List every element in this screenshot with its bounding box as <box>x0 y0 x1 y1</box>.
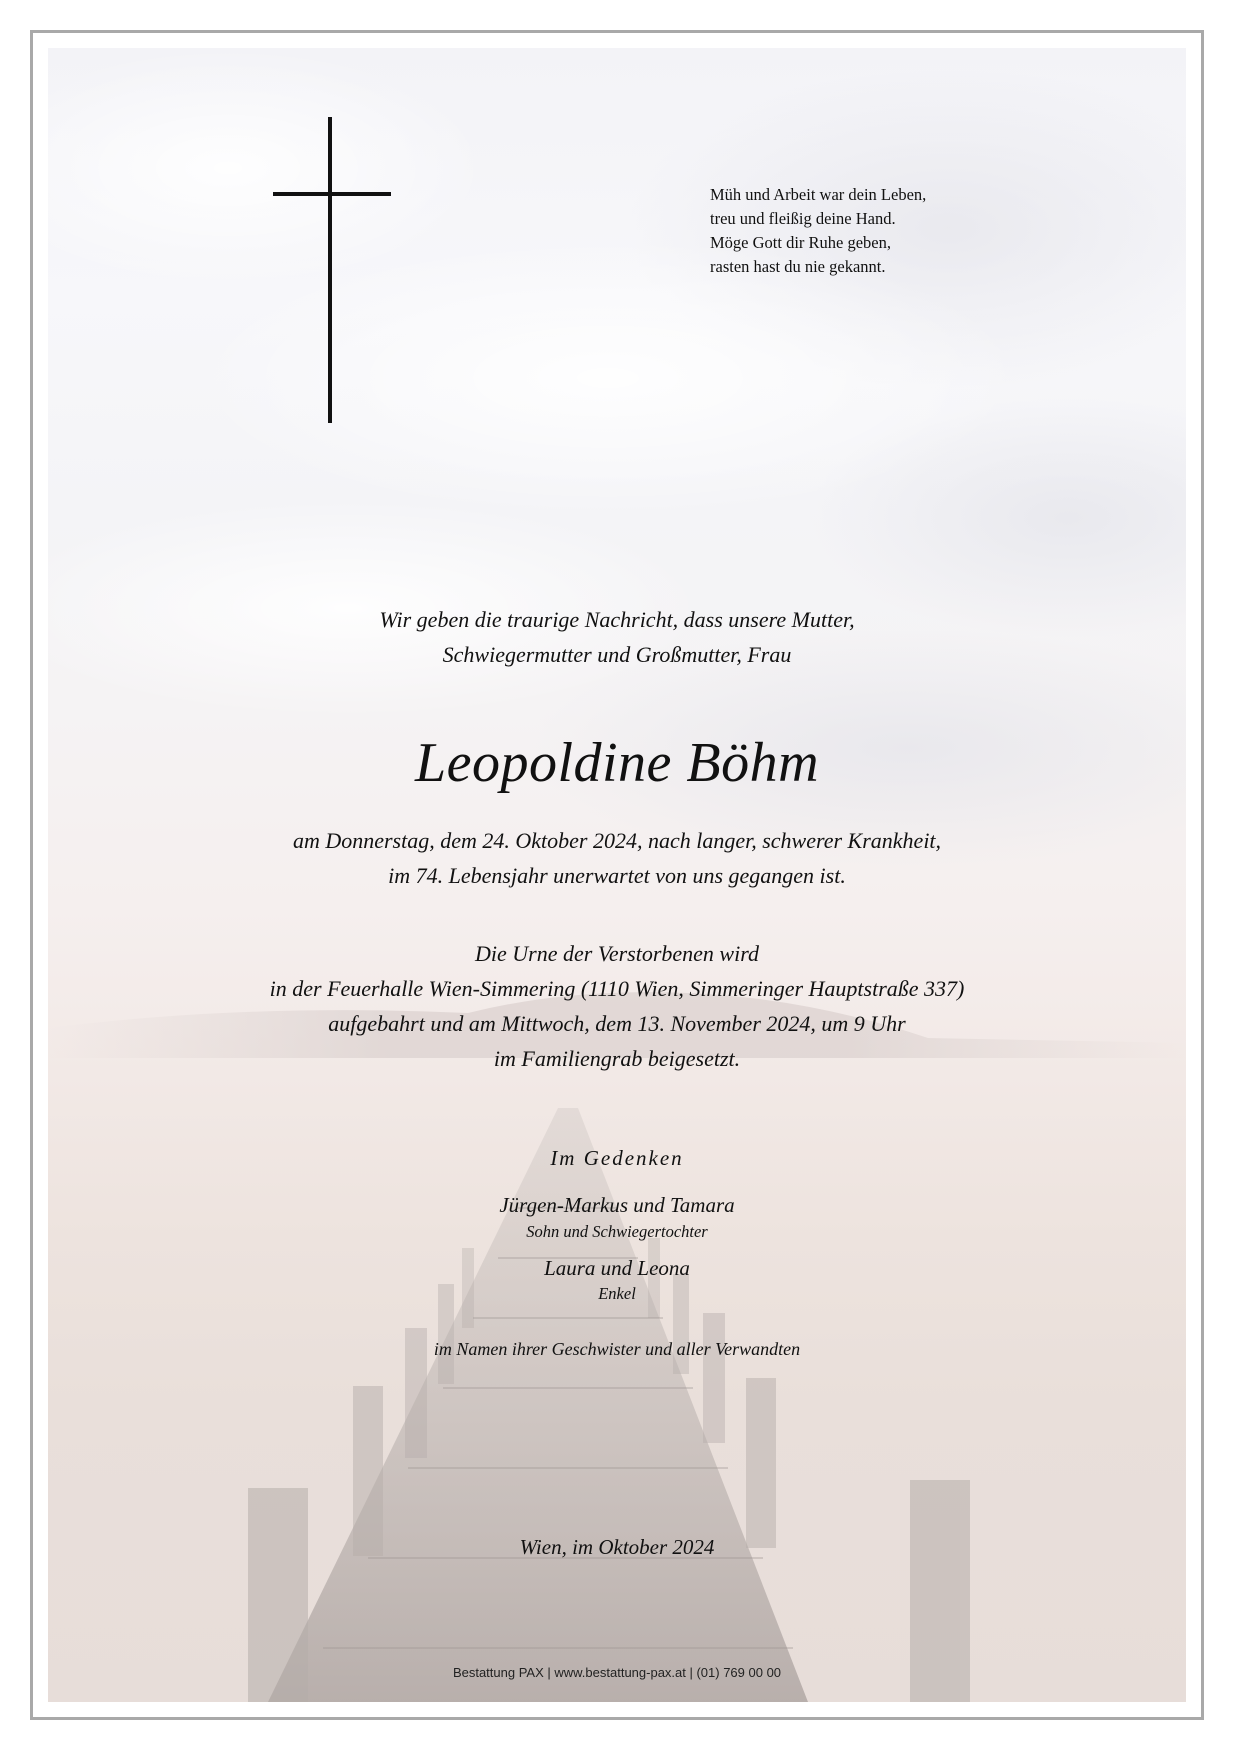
latin-cross-icon <box>273 192 391 196</box>
remembrance-heading: Im Gedenken <box>550 1146 684 1170</box>
pier-post <box>746 1378 776 1548</box>
intro-text <box>48 602 1186 672</box>
cloud-shape <box>48 48 488 288</box>
pier-post <box>703 1313 725 1443</box>
poem-line: treu und fleißig deine Hand. <box>710 209 896 228</box>
urn-notice-line: Die Urne der Verstorbenen wird <box>475 941 759 966</box>
urn-notice-line: im Familiengrab beigesetzt. <box>493 1046 741 1071</box>
on-behalf-line: im Namen ihrer Geschwister und aller Verwandten <box>433 1339 801 1359</box>
poem-line: Möge Gott dir Ruhe geben, <box>710 233 892 252</box>
death-notice-line: im 74. Lebensjahr unerwartet von uns gegangen ist. <box>388 863 846 888</box>
death-notice <box>48 823 1186 893</box>
deceased-name: Leopoldine Böhm <box>414 732 820 794</box>
urn-notice-line: in der Feuerhalle Wien-Simmering (1110 Wien, Simmeringer Hauptstraße 337) <box>269 976 965 1001</box>
intro-line: Wir geben die traurige Nachricht, dass unsere Mutter, <box>379 607 855 632</box>
latin-cross-icon <box>328 117 332 423</box>
poem-verse <box>710 183 926 279</box>
funeral-home-footer: Bestattung PAX | www.bestattung-pax.at | (01) 769 00 00 <box>452 1665 782 1680</box>
poem-line: Müh und Arbeit war dein Leben, <box>710 185 927 204</box>
pier-post <box>353 1386 383 1556</box>
intro-line: Schwiegermutter und Großmutter, Frau <box>442 642 792 667</box>
mourner-relation: Enkel <box>598 1284 636 1303</box>
urn-notice-line: aufgebahrt und am Mittwoch, dem 13. November 2024, um 9 Uhr <box>328 1011 906 1036</box>
mourner-relation: Sohn und Schwiegertochter <box>526 1222 708 1241</box>
urn-notice <box>48 936 1186 1076</box>
poem-line: rasten hast du nie gekannt. <box>710 257 886 276</box>
mourner-name: Laura und Leona <box>544 1256 690 1280</box>
death-notice-line: am Donnerstag, dem 24. Oktober 2024, nach langer, schwerer Krankheit, <box>292 828 942 853</box>
place-date: Wien, im Oktober 2024 <box>519 1535 715 1559</box>
mourner-name: Jürgen-Markus und Tamara <box>499 1193 735 1217</box>
